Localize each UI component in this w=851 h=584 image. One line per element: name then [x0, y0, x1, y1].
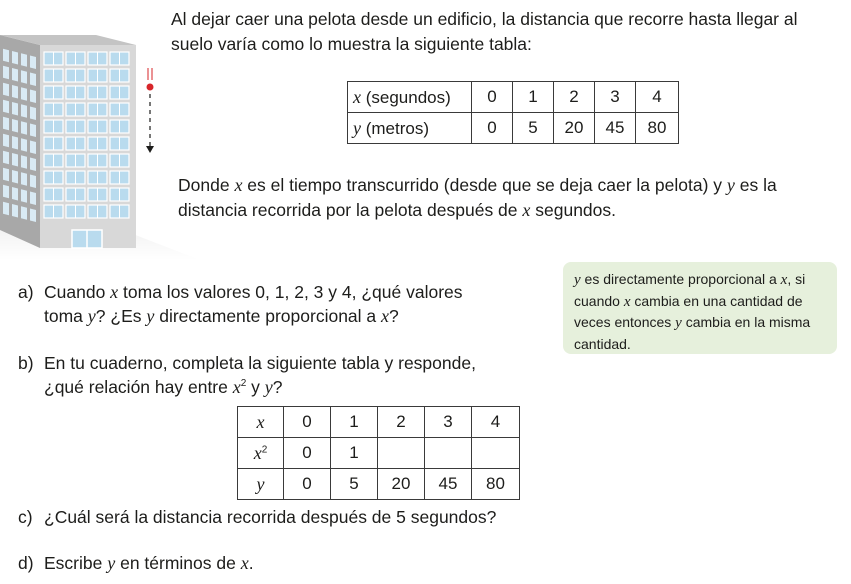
- table-row: [238, 407, 520, 438]
- side-window: [12, 153, 18, 167]
- note-line-2: cuando x cambia en una cantidad de: [574, 292, 803, 310]
- table-cell: 2: [554, 82, 595, 113]
- table-cell: 0: [472, 82, 513, 113]
- completion-table: [237, 406, 520, 500]
- table-cell: 5: [513, 113, 554, 144]
- table-cell: 3: [595, 82, 636, 113]
- side-window: [21, 87, 27, 101]
- note-line-3: veces entonces y cambia en la misma: [574, 314, 811, 331]
- side-window: [12, 102, 18, 116]
- question-d-label: d): [18, 553, 34, 573]
- side-window: [12, 204, 18, 218]
- side-window: [3, 134, 9, 148]
- side-window: [30, 209, 36, 223]
- table-row: [348, 82, 679, 113]
- where-line-1: Donde x es el tiempo transcurrido (desde que se deja caer la pelota) y y es la: [178, 175, 777, 195]
- question-b-line-1: En tu cuaderno, completa la siguiente tabla y responde,: [44, 353, 476, 373]
- question-a-line-2: toma y? ¿Es y directamente proporcional a x?: [44, 306, 399, 326]
- definition-note: [563, 262, 837, 354]
- side-window: [30, 175, 36, 189]
- distance-table: [347, 81, 679, 144]
- side-window: [12, 136, 18, 150]
- table-cell: 2: [378, 407, 425, 438]
- intro-line-1: Al dejar caer una pelota desde un edificio, la distancia que recorre hasta llegar al: [171, 9, 798, 29]
- side-window: [21, 104, 27, 118]
- question-a-line-1: Cuando x toma los valores 0, 1, 2, 3 y 4, ¿qué valores: [44, 282, 463, 302]
- question-d-text: Escribe y en términos de x.: [44, 553, 254, 573]
- side-window: [12, 187, 18, 201]
- note-line-1: y es directamente proporcional a x, si: [574, 271, 806, 288]
- side-window: [12, 68, 18, 82]
- table-row: [238, 438, 520, 469]
- side-window: [21, 121, 27, 135]
- side-window: [12, 170, 18, 184]
- arrow-down-icon: [146, 146, 154, 153]
- table-header-cell: y (metros): [348, 113, 472, 144]
- table-header-cell: x (segundos): [348, 82, 472, 113]
- side-window: [21, 155, 27, 169]
- table-cell-blank: [425, 438, 472, 469]
- table-cell: 80: [636, 113, 679, 144]
- table-cell: 0: [472, 113, 513, 144]
- side-window: [21, 70, 27, 84]
- table-cell: 1: [331, 407, 378, 438]
- table-cell: 20: [554, 113, 595, 144]
- table-cell: 4: [472, 407, 520, 438]
- table-cell: 80: [472, 469, 520, 500]
- table-cell-blank: [378, 438, 425, 469]
- table-cell: 3: [425, 407, 472, 438]
- side-window: [30, 158, 36, 172]
- side-window: [30, 56, 36, 70]
- table-cell: 1: [513, 82, 554, 113]
- side-window: [30, 124, 36, 138]
- table-cell: 45: [425, 469, 472, 500]
- table-header-cell: x: [238, 407, 284, 438]
- side-window: [3, 168, 9, 182]
- building-illustration: [0, 20, 200, 265]
- side-window: [3, 185, 9, 199]
- intro-line-2: suelo varía como lo muestra la siguiente tabla:: [171, 34, 532, 54]
- side-window: [30, 90, 36, 104]
- side-window: [3, 66, 9, 80]
- side-window: [21, 172, 27, 186]
- where-line-2: distancia recorrida por la pelota después de x segundos.: [178, 200, 617, 220]
- side-window: [21, 189, 27, 203]
- table-cell: 20: [378, 469, 425, 500]
- table-cell: 0: [284, 438, 331, 469]
- table-header-cell: $x^2$: [238, 438, 284, 469]
- side-window: [3, 117, 9, 131]
- table-cell: 0: [284, 469, 331, 500]
- table-cell: 4: [636, 82, 679, 113]
- side-window: [30, 107, 36, 121]
- table-cell: 0: [284, 407, 331, 438]
- table-row: [238, 469, 520, 500]
- table-cell: 5: [331, 469, 378, 500]
- side-window: [21, 53, 27, 67]
- table-cell: 45: [595, 113, 636, 144]
- question-b-label: b): [18, 353, 34, 373]
- side-window: [3, 202, 9, 216]
- side-window: [12, 85, 18, 99]
- question-a-label: a): [18, 282, 34, 302]
- side-window: [12, 119, 18, 133]
- table-cell: 1: [331, 438, 378, 469]
- side-window: [30, 192, 36, 206]
- side-window: [3, 49, 9, 63]
- table-header-cell: y: [238, 469, 284, 500]
- side-window: [3, 151, 9, 165]
- side-window: [3, 83, 9, 97]
- side-window: [30, 73, 36, 87]
- side-window: [21, 206, 27, 220]
- ball-icon: [147, 84, 154, 91]
- side-window: [12, 51, 18, 65]
- question-c-label: c): [18, 507, 33, 527]
- table-cell-blank: [472, 438, 520, 469]
- table-row: [348, 113, 679, 144]
- side-window: [3, 100, 9, 114]
- note-line-4: cantidad.: [574, 335, 631, 352]
- side-window: [21, 138, 27, 152]
- question-b-line-2: ¿qué relación hay entre $x^2$ y y?: [44, 377, 283, 397]
- side-window: [30, 141, 36, 155]
- question-c-text: ¿Cuál será la distancia recorrida después de 5 segundos?: [44, 507, 497, 527]
